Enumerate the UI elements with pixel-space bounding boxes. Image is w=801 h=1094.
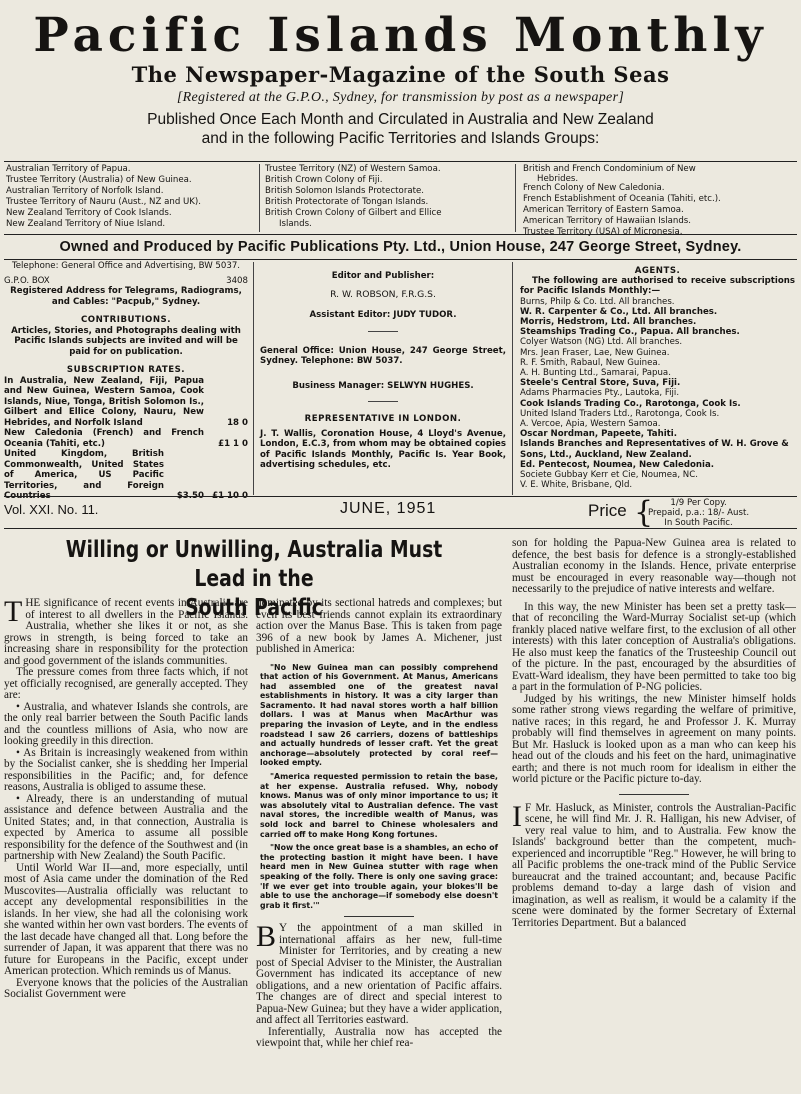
rate-text: United Kingdom, British Commonwealth, United States of America, US Pacific Territories, and Foreign Countries: [4, 449, 164, 501]
rate-value: £1 10 0: [212, 491, 248, 501]
territory-item: Australian Territory of Norfolk Island.: [6, 186, 164, 196]
contributions-heading: CONTRIBUTIONS.: [80, 315, 172, 325]
agent-item: Adams Pharmacies Pty., Lautoka, Fiji.: [520, 388, 680, 399]
article-paragraph: son for holding the Papua-New Guinea area is related to defence, the best basis for defence is a strongly-established Australian economy in the Islands. Hence, private enterprise must be encouraged in every reasonable way—though not necessarily to the prejudice of native interests and welfare.: [512, 538, 796, 595]
gpo-label: G.P.O. BOX: [4, 275, 50, 286]
agents-heading: AGENTS.: [634, 266, 681, 276]
territory-item: Trustee Territory (NZ) of Western Samoa.: [265, 164, 441, 174]
rate-row: [4, 376, 248, 429]
agent-item: United Island Traders Ltd., Rarotonga, Cook Is.: [520, 408, 720, 419]
telephone-line: Telephone: General Office and Advertising, BW 5037.: [11, 261, 241, 271]
representative-text: J. T. Wallis, Coronation House, 4 Lloyd's Avenue, London, E.C.3, from whom may be obtained copies of Pacific Islands Monthly, Pacific Is. Year Book, advertising schedules, etc.: [260, 428, 506, 470]
rate-text: New Caledonia (French) and French Oceania (Tahiti, etc.): [4, 428, 204, 449]
rates-heading: SUBSCRIPTION RATES.: [66, 365, 186, 375]
territory-item: British Crown Colony of Gilbert and Ellice: [265, 208, 442, 218]
territory-rule: [4, 234, 797, 235]
rate-value: 18 0: [227, 417, 248, 428]
article-paragraph: • As Britain is increasingly weakened from within by the Socialist canker, she is shedding her Imperial responsibilities in the Pacific; and, for defence reasons, Australia is obliged to assume these.: [4, 746, 248, 793]
rate-row: [4, 449, 248, 502]
agent-item: A. Vercoe, Apia, Western Samoa.: [520, 419, 661, 430]
price-line: Prepaid, p.a.: 18/- Aust.: [648, 508, 750, 518]
agent-item: Cook Islands Trading Co., Rarotonga, Cook Is.: [520, 398, 741, 409]
agents-column: [520, 266, 795, 490]
divider: [512, 262, 513, 495]
territory-item: Australian Territory of Papua.: [6, 164, 131, 174]
territory-item: Trustee Territory (USA) of Micronesia.: [523, 227, 683, 237]
agent-item: Colyer Watson (NG) Ltd. All branches.: [520, 337, 683, 348]
agent-item: Steamships Trading Co., Papua. All branches.: [520, 327, 740, 338]
agent-item: Steele's Central Store, Suva, Fiji.: [520, 378, 681, 389]
assistant-editor: Assistant Editor: JUDY TUDOR.: [309, 310, 457, 320]
gpo-text: Registered Address for Telegrams, Radiograms, and Cables: "Pacpub," Sydney.: [10, 286, 242, 307]
section-rule: [344, 916, 414, 917]
drop-cap: I: [512, 799, 522, 833]
owned-rule: [4, 259, 797, 260]
published-line-1: Published Once Each Month and Circulated in Australia and New Zealand: [147, 111, 654, 128]
territory-item: Islands.: [279, 219, 312, 229]
quote-paragraph: "No New Guinea man can possibly comprehend that action of his Government. At Manus, Americans had assembled one of the greatest naval establishments in history. It was a city larger than Sacramento. It had naval stores worth a half billion dollars. I was at Manus when MacArthur was preparing the invasion of Leyte, and in the endless roadstead I saw 26 carriers, dozens of battleships and actually hundreds of lesser craft. Yet the great anchorage—absolutely protected by coral reef—looked empty.: [260, 662, 498, 768]
article-paragraph: Judged by his writings, the new Minister himself holds some rather strong views regarding the welfare of primitive, native races; in this regard, he and Professor J. K. Murray probably will find themselves in agreement on many points. But Mr. Hasluck is looked upon as a man who can keep his head out of the clouds and his feet on the hard, unimaginative earth; and there is not much room for idealism in either the world picture or the Pacific picture to-day.: [512, 692, 796, 785]
territory-item: New Zealand Territory of Niue Island.: [6, 219, 166, 229]
territory-item: New Zealand Territory of Cook Islands.: [6, 208, 172, 218]
masthead: [0, 8, 801, 148]
article-paragraph: dominated by its sectional hatreds and complexes; but even its best friends cannot explain its extraordinary action over the Manus Base. This is taken from page 396 of a new book by James A. Michener, just published in America:: [256, 598, 502, 655]
editor-heading: Editor and Publisher:: [331, 271, 435, 281]
price-label: Price: [588, 501, 627, 520]
territory-item: British and French Condominium of New: [523, 164, 696, 174]
territory-item: Trustee Territory (Australia) of New Guinea.: [6, 175, 192, 185]
territories-col-2: [265, 164, 510, 230]
published-line-2: and in the following Pacific Territories and Islands Groups:: [201, 130, 600, 147]
issue-date: JUNE, 1951: [340, 500, 437, 517]
agent-item: Mrs. Jean Fraser, Lae, New Guinea.: [520, 347, 670, 358]
representative-heading: REPRESENTATIVE IN LONDON.: [304, 414, 462, 424]
article-column-3: [512, 538, 796, 1090]
paragraph-text: F Mr. Hasluck, as Minister, controls the Australian-Pacific scene, he will find Mr. J. R. Halligan, his new Adviser, of very real value to him, and to Australia. Few know the Islands' background better than the competent, much-experienced and incorruptible "Reg." However, he will bring to all Pacific problems the one-track mind of the Public Service bureaucrat and the trained accountant; and, because Pacific problems demand to-day a large dash of vision and imagination, as well as realism, it would be a calamity if the scene were dominated by the former Secretary of External Territories Department. But a balanced: [512, 801, 796, 929]
agents-intro: The following are authorised to receive subscriptions for Pacific Islands Monthly:—: [520, 276, 795, 297]
agent-item: A. H. Bunting Ltd., Samarai, Papua.: [520, 368, 671, 379]
territory-item: Hebrides.: [537, 174, 579, 184]
section-rule: [619, 794, 689, 795]
article-paragraph: In this way, the new Minister has been set a pretty task—that of reconciling the Ward-Murray Socialist set-up (which frankly placed native welfare first, to the exclusion of all other interests) with this later conception of Australia's obligations. He also must keep the fanatics of the Trusteeship Council out of the picture. In the past, encouraged by the absurdities of Evatt-Ward idealism, they have been permitted to take too big a part in the formulation of P-NG policies.: [512, 600, 796, 693]
divider: [253, 262, 254, 495]
territories-col-3: [523, 164, 795, 238]
price-line: 1/9 Per Copy.: [670, 498, 727, 508]
article-paragraph: The pressure comes from three facts which, if not yet officially recognised, are generally accepted. They are:: [4, 666, 248, 701]
article-paragraph: • Australia, and whatever Islands she controls, are the only real barrier between the South Pacific lands and the countless millions of Asia, who now are looking greedily in this direction.: [4, 700, 248, 747]
gpo-row: [4, 276, 248, 287]
gpo-value: 3408: [226, 275, 248, 286]
paragraph-text: HE significance of recent events in Australia are of interest to all dwellers in the Pacific Islands. Australia, whether she likes it or not, as she grows in strength, is being forced to take an increasing share in responsibility for the protection and good government of the islands communities.: [4, 598, 248, 667]
quote-paragraph: "America requested permission to retain the base, at her expense. Australia refused. Why, nobody knows. Manus was of only minor importance to us; it was absolutely vital to Australian defence. The vast naval stores, the incredible wealth of Manus, was sold lock and barrel to Chinese wholesalers and carried off to make Hong Kong fortunes.: [260, 772, 498, 839]
territory-item: American Territory of Eastern Samoa.: [523, 205, 684, 215]
divider: [259, 164, 260, 232]
territory-item: French Colony of New Caledonia.: [523, 183, 665, 193]
masthead-title: Pacific Islands Monthly: [33, 8, 768, 63]
rate-text: In Australia, New Zealand, Fiji, Papua and New Guinea, Western Samoa, Cook Islands, Niue, Tonga, British Solomon Is., Gilbert and Ellice Colony, Nauru, New Hebrides, and Norfolk Island: [4, 375, 204, 428]
territories-col-1: [6, 164, 256, 230]
masthead-subtitle: The Newspaper-Magazine of the South Seas: [131, 62, 670, 87]
agent-item: Morris, Hedstrom, Ltd. All branches.: [520, 317, 697, 328]
top-rule: [4, 161, 797, 162]
divider: [515, 164, 516, 232]
price-brace: {: [634, 495, 654, 530]
agent-item: V. E. White, Brisbane, Qld.: [520, 480, 633, 491]
contributions-text: Articles, Stories, and Photographs dealing with Pacific Islands subjects are invited and will be paid for on publication.: [11, 325, 241, 357]
michener-quote: [260, 663, 498, 911]
article-paragraph: [512, 799, 796, 930]
drop-cap: B: [256, 920, 277, 954]
article-paragraph: [256, 920, 502, 1027]
rate-value: £1 1 0: [218, 438, 248, 449]
article-paragraph: Inferentially, Australia now has accepted the viewpoint that, while her chief rea-: [256, 1025, 502, 1050]
registration-note: [Registered at the G.P.O., Sydney, for transmission by post as a newspaper]: [176, 90, 625, 105]
territory-item: British Solomon Islands Protectorate.: [265, 186, 425, 196]
agent-item: Islands Branches and Representatives of W. H. Grove & Sons, Ltd., Auckland, New Zealand.: [520, 439, 789, 460]
headline-line-1: Willing or Unwilling, Australia Must Lead in the: [65, 537, 443, 592]
price-details: [648, 498, 749, 528]
article-paragraph: • Already, there is an understanding of mutual assistance and defence between Australia and the United States; and, in that connection, Australia is expected by America to assume all possible responsibility for the defence of the Southwest and (in partnership with New Zealand) the South Pacific.: [4, 792, 248, 862]
agent-item: Ed. Pentecost, Noumea, New Caledonia.: [520, 459, 715, 470]
article-paragraph: Everyone knows that the policies of the Australian Socialist Government were: [4, 976, 248, 1000]
agent-item: Burns, Philp & Co. Ltd. All branches.: [520, 296, 675, 307]
dateline-bottom-rule: [4, 528, 797, 529]
rate-row: [4, 428, 248, 449]
general-office: General Office: Union House, 247 George Street, Sydney. Telephone: BW 5037.: [260, 345, 506, 366]
short-rule: [368, 401, 398, 402]
info-middle-column: [260, 271, 506, 471]
headline-line-2: South Pacific: [185, 595, 323, 621]
info-left-column: [4, 261, 248, 502]
territory-item: Trustee Territory of Nauru (Aust., NZ and UK).: [6, 197, 202, 207]
agent-item: W. R. Carpenter & Co., Ltd. All branches.: [520, 306, 718, 317]
paragraph-text: Y the appointment of a man skilled in international affairs as her new, full-time Minister for Territories, and by creating a new post of Special Adviser to the Minister, the Australian Government has indicated its acceptance of new obligations, and a new orientation of Pacific affairs. The changes are of direct and special interest to Papua-New Guinea; but they have a wider application, and affect all Territories eastward.: [256, 922, 502, 1027]
agent-item: Societe Gubbay Kerr et Cie, Noumea, NC.: [520, 470, 698, 481]
territory-item: American Territory of Hawaiian Islands.: [523, 216, 692, 226]
drop-cap: T: [4, 598, 23, 628]
volume-number: Vol. XXI. No. 11.: [4, 502, 99, 517]
article-paragraph: Until World War II—and, more especially, until most of Asia came under the domination of the Red Muscovites—Australia officially was reluctant to accept any developmental responsibilities in the islands. In her view, she had all the colonising work she wanted within her own vast borders. The events of the last decade have changed all that. Long before the surrender of Japan, it was apparent that there was no future for Europeans in the Pacific, except under American protection. Which reminds us of Manus.: [4, 861, 248, 977]
article-column-1: [4, 598, 248, 1090]
price-line: In South Pacific.: [664, 518, 733, 528]
territory-item: British Crown Colony of Fiji.: [265, 175, 383, 185]
agent-item: Oscar Nordman, Papeete, Tahiti.: [520, 429, 677, 440]
quote-paragraph: "Now the once great base is a shambles, an echo of the protecting bastion it might have been. I have heard men in New Guinea stutter with rage when speaking of the folly. There is only one saving grace: 'If we ever get into trouble again, your blokes'll be able to use the anchorage—if somebody else doesn't grab it first.'": [260, 843, 498, 910]
owned-produced-line: Owned and Produced by Pacific Publications Pty. Ltd., Union House, 247 George Street, Sydney.: [59, 239, 742, 255]
editor-name: R. W. ROBSON, F.R.G.S.: [330, 288, 436, 300]
article-paragraph: [4, 598, 248, 667]
agent-item: R. F. Smith, Rabaul, New Guinea.: [520, 357, 661, 368]
dateline-top-rule: [4, 496, 797, 497]
business-manager: Business Manager: SELWYN HUGHES.: [292, 380, 474, 391]
territory-item: French Establishment of Oceania (Tahiti, etc.).: [523, 194, 721, 204]
article-column-2: [256, 598, 502, 1090]
short-rule: [368, 331, 398, 332]
territory-item: British Protectorate of Tongan Islands.: [265, 197, 429, 207]
rate-dollar: $3.50: [176, 491, 204, 501]
